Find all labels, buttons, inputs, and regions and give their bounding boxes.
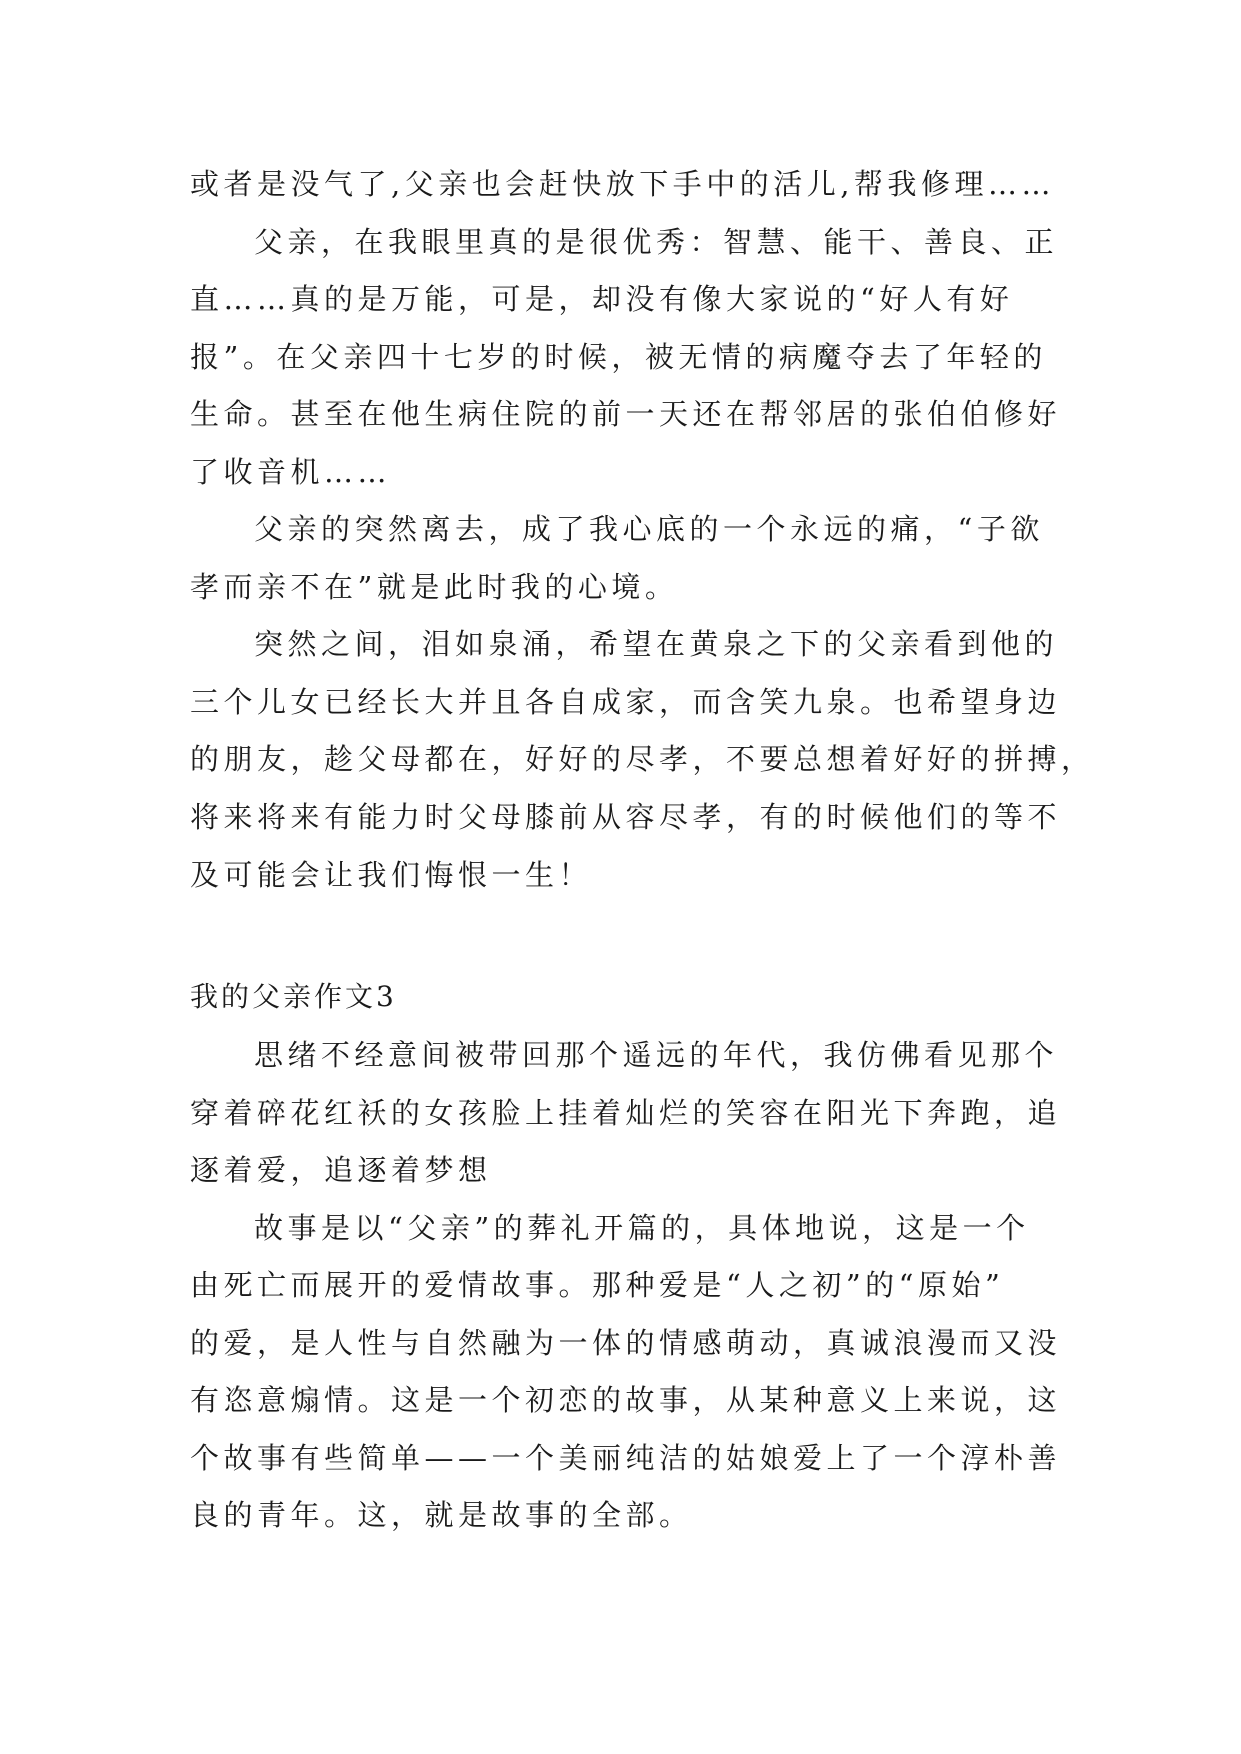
paragraph-first-line: 父亲的突然离去，成了我心底的一个永远的痛，“子欲 — [254, 512, 1044, 546]
section-heading: 我的父亲作文3 — [190, 980, 397, 1013]
text-line: 了收音机…… — [190, 455, 392, 489]
text-line: 生命。甚至在他生病住院的前一天还在帮邻居的张伯伯修好 — [190, 397, 1062, 431]
text-line: 直……真的是万能，可是，却没有像大家说的“好人有好 — [190, 282, 1014, 316]
text-line: 良的青年。这，就是故事的全部。 — [190, 1498, 693, 1532]
text-line: 孝而亲不在”就是此时我的心境。 — [190, 570, 679, 604]
text-line: 由死亡而展开的爱情故事。那种爱是“人之初”的“原始” — [190, 1268, 1005, 1302]
paragraph-first-line: 突然之间，泪如泉涌，希望在黄泉之下的父亲看到他的 — [254, 627, 1059, 661]
text-line: 三个儿女已经长大并且各自成家，而含笑九泉。也希望身边 — [190, 685, 1062, 719]
paragraph-first-line: 故事是以“父亲”的葬礼开篇的，具体地说，这是一个 — [254, 1211, 1030, 1245]
text-line: 的朋友，趁父母都在，好好的尽孝，不要总想着好好的拼搏， — [190, 742, 1095, 776]
text-line: 穿着碎花红袄的女孩脸上挂着灿烂的笑容在阳光下奔跑，追 — [190, 1096, 1062, 1130]
text-line: 及可能会让我们悔恨一生！ — [190, 858, 593, 892]
text-line: 逐着爱，追逐着梦想 — [190, 1153, 492, 1187]
text-line: 的爱，是人性与自然融为一体的情感萌动，真诚浪漫而又没 — [190, 1326, 1062, 1360]
text-line: 将来将来有能力时父母膝前从容尽孝，有的时候他们的等不 — [190, 800, 1062, 834]
paragraph-first-line: 思绪不经意间被带回那个遥远的年代，我仿佛看见那个 — [254, 1038, 1059, 1072]
text-line: 报”。在父亲四十七岁的时候，被无情的病魔夺去了年轻的 — [190, 340, 1047, 374]
text-line: 个故事有些简单——一个美丽纯洁的姑娘爱上了一个淳朴善 — [190, 1441, 1062, 1475]
text-line: 有恣意煽情。这是一个初恋的故事，从某种意义上来说，这 — [190, 1383, 1062, 1417]
text-line: 或者是没气了,父亲也会赶快放下手中的活儿,帮我修理…… — [190, 167, 1055, 201]
paragraph-first-line: 父亲，在我眼里真的是很优秀：智慧、能干、善良、正 — [254, 225, 1059, 259]
